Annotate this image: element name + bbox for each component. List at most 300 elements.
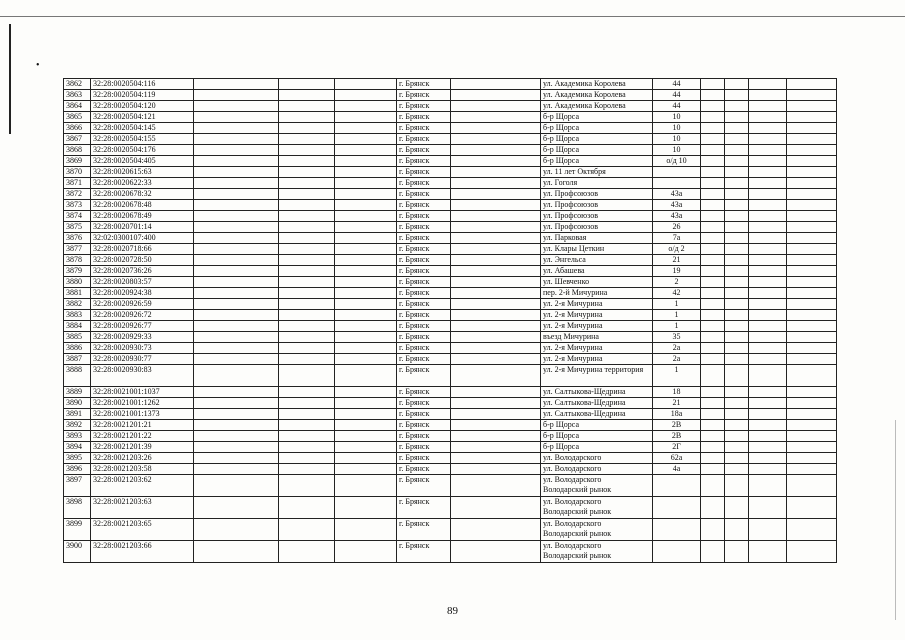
city-text: г. Брянск: [399, 167, 430, 176]
cadastral-number-cell: [91, 288, 194, 299]
house-number-text: 10: [672, 134, 681, 143]
cadastral-number-cell: [91, 343, 194, 354]
cadastral-number-cell: [91, 453, 194, 464]
empty-cell: [787, 321, 837, 332]
table-row: [64, 409, 837, 420]
street-cell: [541, 112, 653, 123]
empty-cell: [787, 211, 837, 222]
empty-cell: [725, 189, 749, 200]
street-text: ул. Профсоюзов: [543, 222, 599, 231]
street-text: б-р Щорса: [543, 134, 580, 143]
empty-cell: [749, 332, 787, 343]
empty-cell: [725, 541, 749, 563]
empty-cell: [749, 541, 787, 563]
row-number-text: 3892: [66, 420, 82, 429]
house-number-cell: [653, 519, 701, 541]
empty-cell: [279, 442, 335, 453]
cadastral-number-text: 32:28:0020504:119: [93, 90, 156, 99]
street-note-text: Володарский рынок: [543, 484, 612, 494]
empty-cell: [451, 156, 541, 167]
empty-cell: [451, 519, 541, 541]
empty-cell: [451, 233, 541, 244]
city-text: г. Брянск: [399, 134, 430, 143]
empty-cell: [787, 178, 837, 189]
table-row: [64, 112, 837, 123]
empty-cell: [194, 189, 279, 200]
row-number-text: 3874: [66, 211, 82, 220]
empty-cell: [279, 255, 335, 266]
empty-cell: [335, 442, 397, 453]
row-number-cell: [64, 343, 91, 354]
row-number-text: 3871: [66, 178, 82, 187]
empty-cell: [749, 156, 787, 167]
empty-cell: [451, 343, 541, 354]
bullet-mark: •: [36, 60, 40, 71]
street-cell: [541, 134, 653, 145]
street-text: въезд Мичурина: [543, 332, 599, 341]
page-number: 89: [447, 605, 458, 617]
house-number-cell: [653, 354, 701, 365]
city-cell: [397, 310, 451, 321]
street-cell: [541, 497, 653, 519]
street-cell: [541, 310, 653, 321]
house-number-cell: [653, 464, 701, 475]
empty-cell: [194, 167, 279, 178]
empty-cell: [279, 343, 335, 354]
empty-cell: [335, 123, 397, 134]
empty-cell: [279, 299, 335, 310]
empty-cell: [787, 299, 837, 310]
empty-cell: [279, 354, 335, 365]
city-cell: [397, 134, 451, 145]
empty-cell: [749, 178, 787, 189]
empty-cell: [787, 189, 837, 200]
city-text: г. Брянск: [399, 332, 430, 341]
house-number-cell: [653, 332, 701, 343]
row-number-cell: [64, 90, 91, 101]
empty-cell: [749, 255, 787, 266]
right-margin-mark: [895, 420, 896, 620]
street-text: б-р Щорса: [543, 420, 580, 429]
house-number-cell: [653, 101, 701, 112]
cadastral-number-cell: [91, 112, 194, 123]
cadastral-number-text: 32:28:0021203:62: [93, 475, 152, 484]
empty-cell: [279, 453, 335, 464]
top-rule: [0, 16, 905, 17]
empty-cell: [194, 211, 279, 222]
cadastral-number-cell: [91, 123, 194, 134]
table-row: [64, 475, 837, 497]
empty-cell: [749, 343, 787, 354]
cadastral-number-text: 32:28:0020504:116: [93, 79, 156, 88]
empty-cell: [451, 167, 541, 178]
street-cell: [541, 332, 653, 343]
empty-cell: [787, 233, 837, 244]
city-cell: [397, 90, 451, 101]
house-number-cell: [653, 398, 701, 409]
cadastral-number-text: 32:28:0020930:77: [93, 354, 152, 363]
row-number-text: 3893: [66, 431, 82, 440]
cadastral-number-cell: [91, 266, 194, 277]
empty-cell: [279, 310, 335, 321]
empty-cell: [279, 409, 335, 420]
cadastral-number-cell: [91, 211, 194, 222]
row-number-cell: [64, 541, 91, 563]
city-text: г. Брянск: [399, 442, 430, 451]
empty-cell: [451, 398, 541, 409]
street-text: ул. 2-я Мичурина: [543, 343, 603, 352]
empty-cell: [725, 167, 749, 178]
city-cell: [397, 431, 451, 442]
row-number-cell: [64, 244, 91, 255]
empty-cell: [335, 332, 397, 343]
cadastral-number-cell: [91, 497, 194, 519]
empty-cell: [335, 266, 397, 277]
empty-cell: [194, 343, 279, 354]
row-number-text: 3880: [66, 277, 82, 286]
empty-cell: [725, 233, 749, 244]
house-number-text: 18а: [670, 409, 683, 418]
row-number-text: 3875: [66, 222, 82, 231]
table-row: [64, 299, 837, 310]
city-text: г. Брянск: [399, 387, 430, 396]
cadastral-number-cell: [91, 398, 194, 409]
street-text: ул. Володарского: [543, 497, 602, 506]
empty-cell: [194, 387, 279, 398]
empty-cell: [749, 464, 787, 475]
cadastral-number-text: 32:28:0021203:66: [93, 541, 152, 550]
row-number-text: 3888: [66, 365, 82, 374]
empty-cell: [725, 178, 749, 189]
empty-cell: [787, 266, 837, 277]
house-number-cell: [653, 310, 701, 321]
street-text: ул. Энгельса: [543, 255, 586, 264]
street-cell: [541, 519, 653, 541]
cadastral-number-text: 32:28:0021203:26: [93, 453, 152, 462]
street-text: ул. Профсоюзов: [543, 211, 599, 220]
empty-cell: [749, 123, 787, 134]
cadastral-number-text: 32:28:0020678:32: [93, 189, 152, 198]
street-cell: [541, 398, 653, 409]
house-number-text: 21: [672, 255, 681, 264]
row-number-text: 3867: [66, 134, 82, 143]
empty-cell: [725, 200, 749, 211]
empty-cell: [194, 233, 279, 244]
empty-cell: [194, 420, 279, 431]
empty-cell: [701, 365, 725, 387]
street-text: ул. Профсоюзов: [543, 200, 599, 209]
row-number-text: 3879: [66, 266, 82, 275]
table-row: [64, 310, 837, 321]
empty-cell: [725, 310, 749, 321]
empty-cell: [451, 255, 541, 266]
empty-cell: [749, 145, 787, 156]
empty-cell: [725, 475, 749, 497]
empty-cell: [451, 79, 541, 90]
city-text: г. Брянск: [399, 244, 430, 253]
empty-cell: [194, 79, 279, 90]
city-cell: [397, 189, 451, 200]
empty-cell: [701, 167, 725, 178]
empty-cell: [194, 409, 279, 420]
empty-cell: [451, 123, 541, 134]
row-number-text: 3878: [66, 255, 82, 264]
cadastral-number-cell: [91, 255, 194, 266]
street-text: ул. Салтыкова-Щедрина: [543, 387, 626, 396]
street-text: ул. Клары Цеткин: [543, 244, 605, 253]
table-row: [64, 244, 837, 255]
empty-cell: [194, 299, 279, 310]
cadastral-number-cell: [91, 387, 194, 398]
empty-cell: [279, 189, 335, 200]
empty-cell: [701, 277, 725, 288]
empty-cell: [335, 288, 397, 299]
street-cell: [541, 354, 653, 365]
row-number-cell: [64, 178, 91, 189]
empty-cell: [451, 442, 541, 453]
row-number-text: 3862: [66, 79, 82, 88]
city-cell: [397, 277, 451, 288]
cadastral-number-text: 32:28:0021201:22: [93, 431, 152, 440]
cadastral-number-text: 32:28:0020924:38: [93, 288, 152, 297]
house-number-cell: [653, 90, 701, 101]
empty-cell: [194, 398, 279, 409]
cadastral-number-cell: [91, 277, 194, 288]
table-row: [64, 541, 837, 563]
cadastral-number-text: 32:28:0020926:72: [93, 310, 152, 319]
empty-cell: [725, 112, 749, 123]
empty-cell: [787, 222, 837, 233]
empty-cell: [335, 244, 397, 255]
empty-cell: [701, 398, 725, 409]
street-text: ул. Академика Королева: [543, 79, 626, 88]
row-number-text: 3881: [66, 288, 82, 297]
house-number-text: 10: [672, 123, 681, 132]
house-number-cell: [653, 497, 701, 519]
cadastral-number-cell: [91, 519, 194, 541]
empty-cell: [725, 156, 749, 167]
house-number-cell: [653, 211, 701, 222]
empty-cell: [194, 222, 279, 233]
empty-cell: [787, 354, 837, 365]
row-number-cell: [64, 420, 91, 431]
empty-cell: [335, 321, 397, 332]
street-text: ул. Салтыкова-Щедрина: [543, 409, 626, 418]
empty-cell: [701, 442, 725, 453]
city-cell: [397, 442, 451, 453]
empty-cell: [451, 288, 541, 299]
empty-cell: [451, 211, 541, 222]
empty-cell: [787, 255, 837, 266]
house-number-cell: [653, 431, 701, 442]
empty-cell: [335, 156, 397, 167]
cadastral-number-text: 32:28:0020504:405: [93, 156, 156, 165]
table-row: [64, 442, 837, 453]
empty-cell: [725, 497, 749, 519]
row-number-text: 3889: [66, 387, 82, 396]
empty-cell: [725, 365, 749, 387]
street-text: ул. 11 лет Октября: [543, 167, 606, 176]
house-number-cell: [653, 442, 701, 453]
cadastral-number-text: 32:28:0020929:33: [93, 332, 152, 341]
empty-cell: [787, 453, 837, 464]
cadastral-number-text: 32:28:0020504:155: [93, 134, 156, 143]
row-number-text: 3886: [66, 343, 82, 352]
city-cell: [397, 222, 451, 233]
empty-cell: [335, 211, 397, 222]
empty-cell: [701, 156, 725, 167]
empty-cell: [701, 409, 725, 420]
empty-cell: [749, 200, 787, 211]
empty-cell: [701, 288, 725, 299]
cadastral-number-text: 32:28:0020504:176: [93, 145, 156, 154]
row-number-text: 3897: [66, 475, 82, 484]
street-cell: [541, 343, 653, 354]
empty-cell: [787, 123, 837, 134]
row-number-cell: [64, 101, 91, 112]
empty-cell: [725, 90, 749, 101]
row-number-cell: [64, 310, 91, 321]
empty-cell: [451, 200, 541, 211]
empty-cell: [194, 519, 279, 541]
row-number-text: 3877: [66, 244, 82, 253]
city-text: г. Брянск: [399, 123, 430, 132]
cadastral-number-cell: [91, 233, 194, 244]
empty-cell: [194, 101, 279, 112]
table-row: [64, 464, 837, 475]
row-number-text: 3900: [66, 541, 82, 550]
city-cell: [397, 244, 451, 255]
empty-cell: [725, 354, 749, 365]
cadastral-number-text: 32:28:0020504:121: [93, 112, 156, 121]
street-text: ул. Гоголя: [543, 178, 578, 187]
empty-cell: [451, 112, 541, 123]
empty-cell: [194, 244, 279, 255]
empty-cell: [335, 112, 397, 123]
city-cell: [397, 321, 451, 332]
empty-cell: [749, 453, 787, 464]
city-text: г. Брянск: [399, 475, 430, 484]
empty-cell: [725, 222, 749, 233]
city-text: г. Брянск: [399, 255, 430, 264]
empty-cell: [787, 519, 837, 541]
empty-cell: [725, 299, 749, 310]
empty-cell: [749, 475, 787, 497]
empty-cell: [749, 519, 787, 541]
city-text: г. Брянск: [399, 90, 430, 99]
empty-cell: [279, 233, 335, 244]
empty-cell: [749, 431, 787, 442]
empty-cell: [335, 354, 397, 365]
house-number-text: 42: [672, 288, 681, 297]
empty-cell: [451, 310, 541, 321]
city-text: г. Брянск: [399, 541, 430, 550]
empty-cell: [335, 475, 397, 497]
empty-cell: [194, 90, 279, 101]
empty-cell: [787, 200, 837, 211]
cadastral-number-cell: [91, 90, 194, 101]
empty-cell: [335, 145, 397, 156]
house-number-text: 43а: [670, 200, 683, 209]
empty-cell: [725, 145, 749, 156]
house-number-cell: [653, 475, 701, 497]
empty-cell: [335, 222, 397, 233]
house-number-cell: [653, 255, 701, 266]
table-row: [64, 431, 837, 442]
empty-cell: [787, 365, 837, 387]
empty-cell: [279, 431, 335, 442]
city-cell: [397, 475, 451, 497]
house-number-text: 62а: [670, 453, 683, 462]
empty-cell: [279, 222, 335, 233]
house-number-cell: [653, 145, 701, 156]
empty-cell: [701, 420, 725, 431]
city-cell: [397, 332, 451, 343]
row-number-text: 3890: [66, 398, 82, 407]
empty-cell: [725, 387, 749, 398]
house-number-cell: [653, 222, 701, 233]
empty-cell: [451, 431, 541, 442]
house-number-cell: [653, 233, 701, 244]
empty-cell: [749, 244, 787, 255]
street-note-text: Володарский рынок: [543, 528, 612, 538]
city-text: г. Брянск: [399, 464, 430, 473]
empty-cell: [787, 387, 837, 398]
empty-cell: [279, 420, 335, 431]
empty-cell: [194, 145, 279, 156]
empty-cell: [787, 277, 837, 288]
empty-cell: [701, 134, 725, 145]
empty-cell: [725, 255, 749, 266]
cadastral-number-cell: [91, 101, 194, 112]
street-text: ул. 2-я Мичурина: [543, 354, 603, 363]
table-row: [64, 145, 837, 156]
street-cell: [541, 90, 653, 101]
row-number-cell: [64, 332, 91, 343]
row-number-cell: [64, 134, 91, 145]
city-text: г. Брянск: [399, 453, 430, 462]
city-cell: [397, 519, 451, 541]
empty-cell: [787, 497, 837, 519]
street-cell: [541, 255, 653, 266]
street-cell: [541, 431, 653, 442]
cadastral-number-text: 32:28:0020615:63: [93, 167, 152, 176]
city-text: г. Брянск: [399, 189, 430, 198]
house-number-cell: [653, 167, 701, 178]
empty-cell: [725, 519, 749, 541]
street-text: ул. Академика Королева: [543, 101, 626, 110]
city-cell: [397, 156, 451, 167]
empty-cell: [749, 134, 787, 145]
city-cell: [397, 354, 451, 365]
row-number-text: 3863: [66, 90, 82, 99]
house-number-text: 26: [672, 222, 681, 231]
house-number-text: 10: [672, 112, 681, 121]
empty-cell: [194, 255, 279, 266]
house-number-text: 35: [672, 332, 681, 341]
house-number-text: 7а: [672, 233, 681, 242]
city-cell: [397, 112, 451, 123]
empty-cell: [701, 453, 725, 464]
street-note-text: Володарский рынок: [543, 550, 612, 560]
empty-cell: [701, 541, 725, 563]
empty-cell: [725, 321, 749, 332]
city-cell: [397, 497, 451, 519]
empty-cell: [701, 112, 725, 123]
table-row: [64, 398, 837, 409]
cadastral-number-text: 32:28:0020504:120: [93, 101, 156, 110]
street-text: ул. Шевченко: [543, 277, 590, 286]
